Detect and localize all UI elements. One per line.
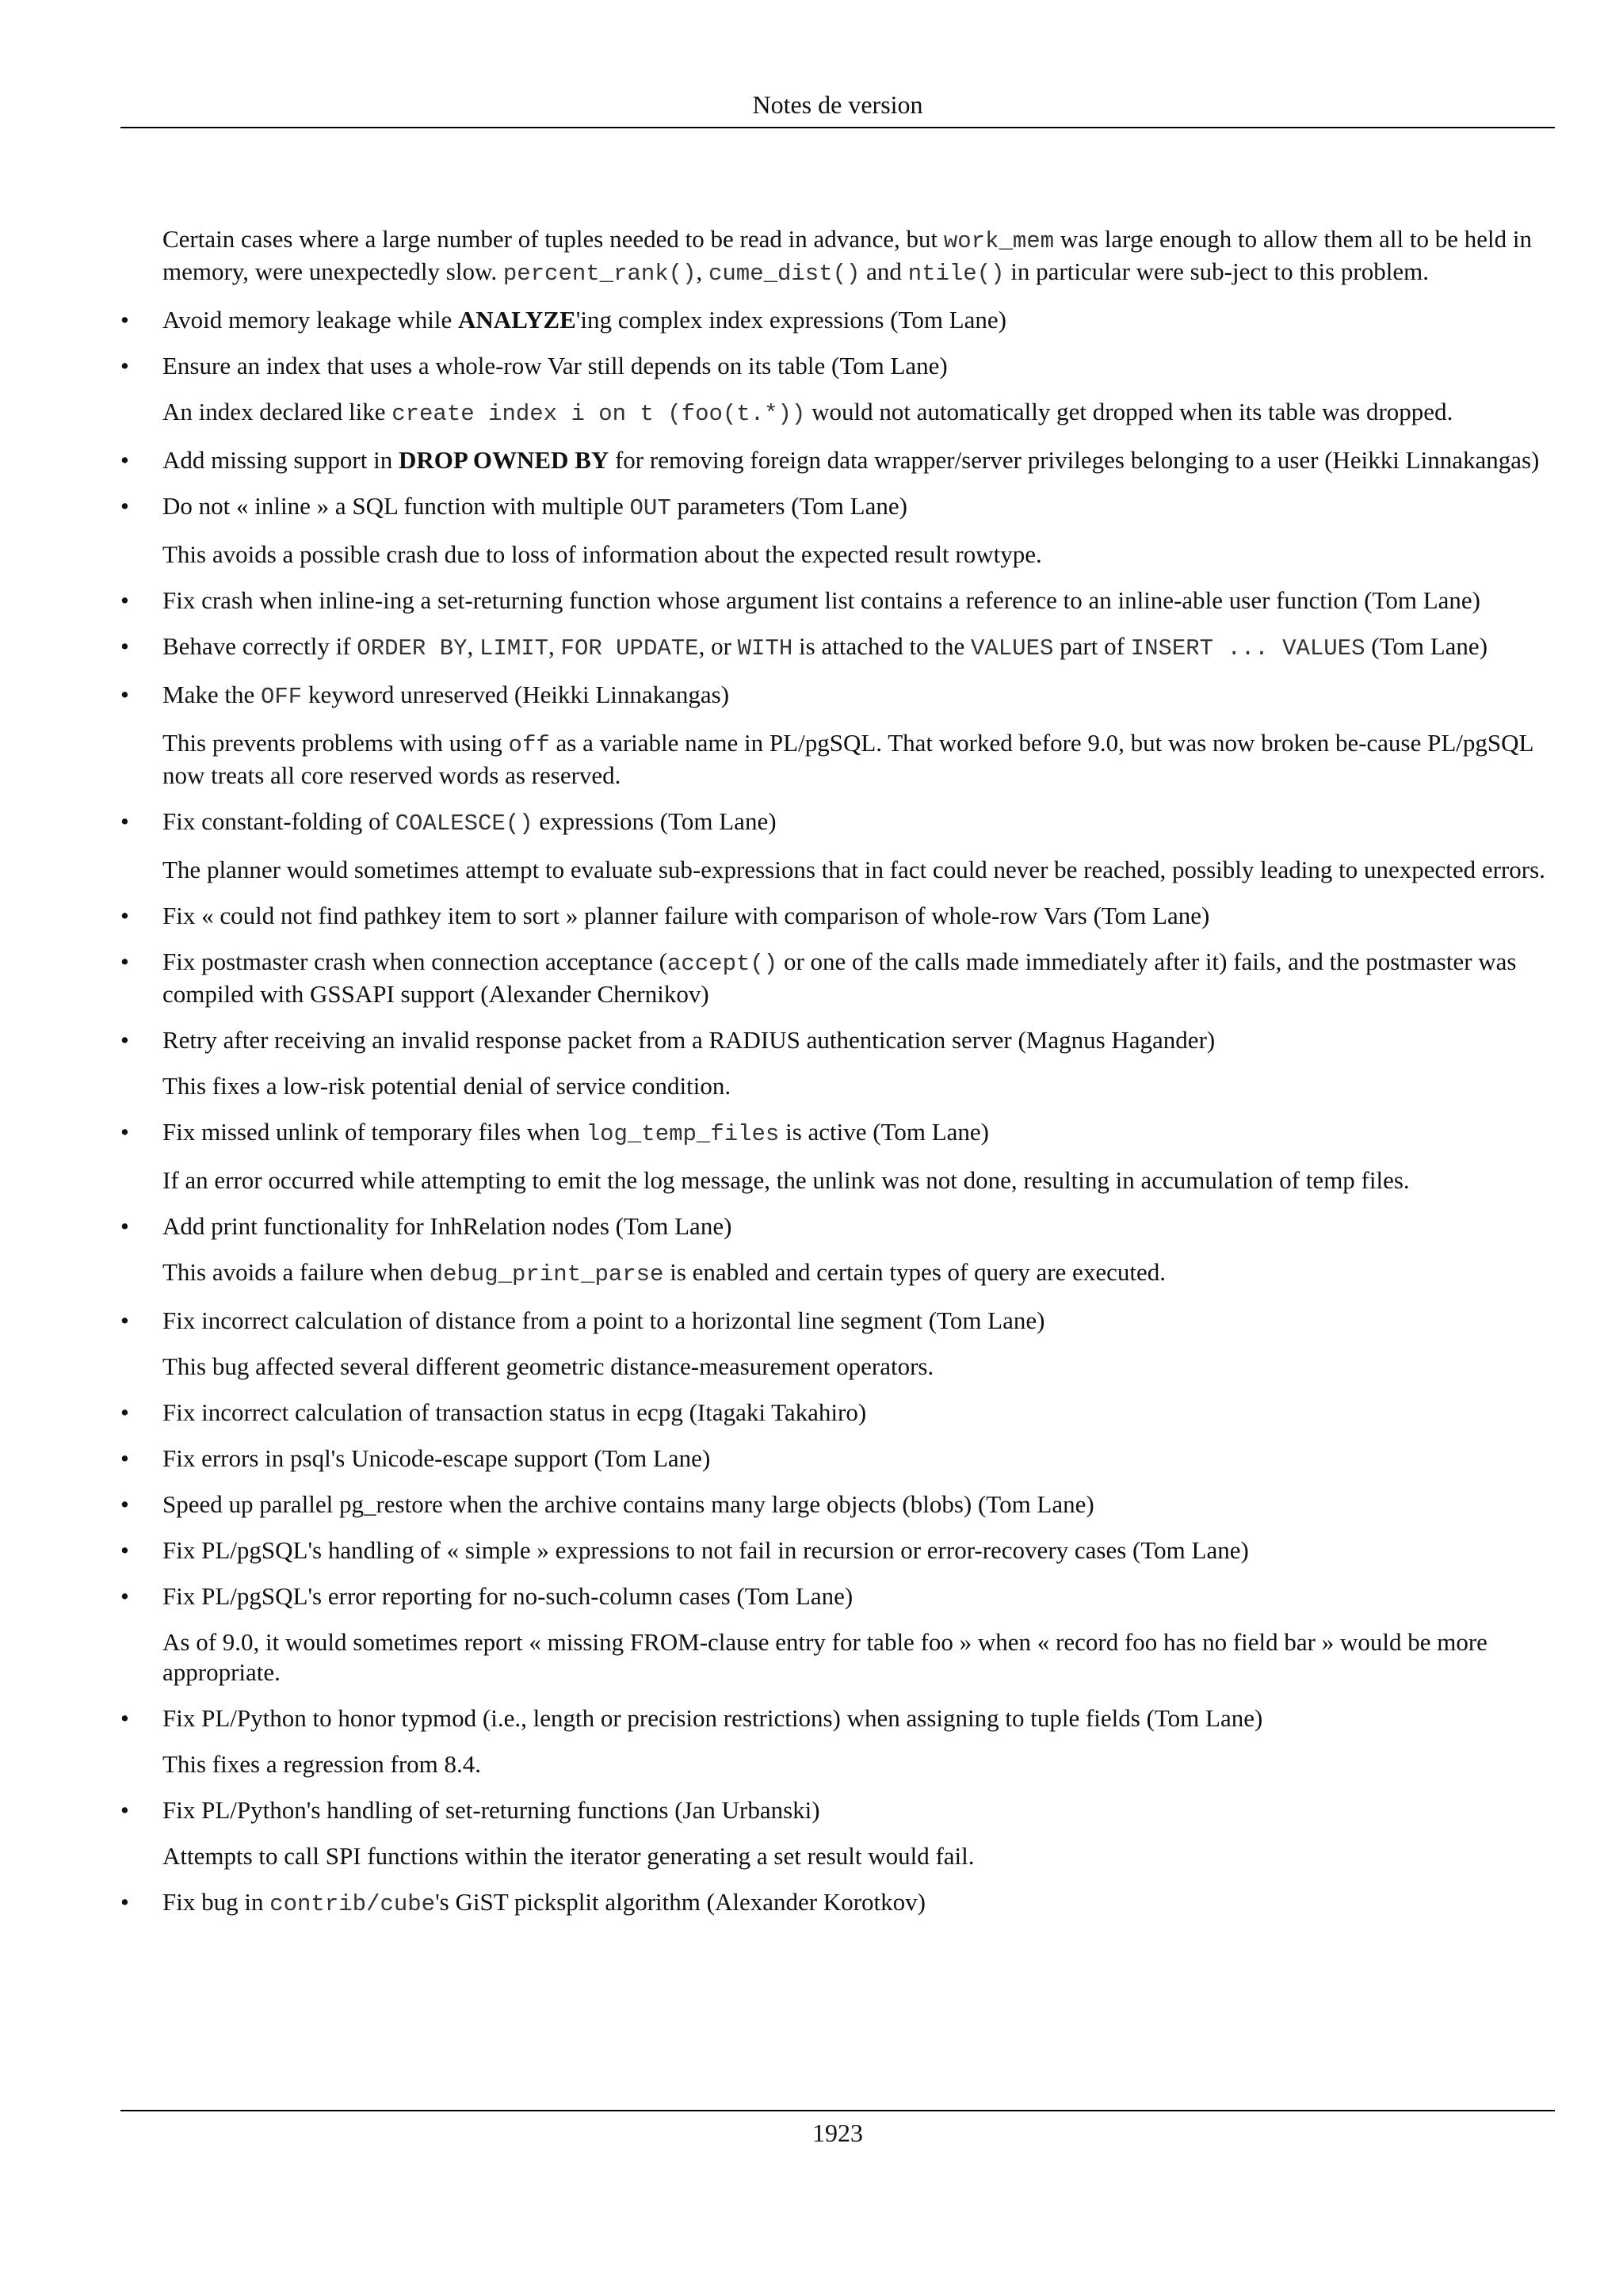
bullet-item <box>120 1025 1555 1055</box>
code-literal: WITH <box>737 635 793 662</box>
bullet-item <box>120 1581 1555 1611</box>
code-literal: percent_rank() <box>502 261 697 287</box>
bullet-item <box>120 1117 1555 1150</box>
text-run: This avoids a failure when <box>162 1258 430 1286</box>
text-run: 'ing complex index expressions (Tom Lane) <box>575 306 1006 334</box>
bold-command: DROP OWNED BY <box>398 446 609 474</box>
bullet-icon: • <box>120 1026 129 1054</box>
description-paragraph <box>162 224 1555 289</box>
description-paragraph <box>162 1841 1555 1871</box>
text-run: , or <box>698 632 738 660</box>
text-run: Fix incorrect calculation of transaction status in ecpg (Itagaki Takahiro) <box>162 1398 867 1426</box>
text-run: Fix constant-folding of <box>162 807 395 835</box>
text-run: Ensure an index that uses a whole-row Var still depends on its table (Tom Lane) <box>162 352 948 379</box>
code-literal: ntile() <box>907 261 1005 287</box>
text-run: Fix postmaster crash when connection acceptance ( <box>162 948 667 975</box>
bullet-item <box>120 1795 1555 1825</box>
bullet-item <box>120 585 1555 616</box>
bullet-icon: • <box>120 1490 129 1518</box>
text-run: , <box>467 632 480 660</box>
text-run: and <box>860 257 908 285</box>
text-run: as a variable name in PL/pgSQL. That worked before 9.0, but was now broken be-cause PL/pgSQL now treats all core reserved words as reserved. <box>162 729 1533 789</box>
text-run: for removing foreign data wrapper/server privileges belonging to a user (Heikki Linnakangas) <box>609 446 1540 474</box>
description-paragraph <box>162 728 1555 791</box>
bullet-icon: • <box>120 1536 129 1564</box>
footer-rule <box>120 2110 1555 2111</box>
text-run: expressions (Tom Lane) <box>533 807 777 835</box>
code-literal: OUT <box>629 495 671 521</box>
bullet-icon: • <box>120 1704 129 1732</box>
text-run: Attempts to call SPI functions within the iterator generating a set result would fail. <box>162 1842 975 1870</box>
code-literal: COALESCE() <box>395 810 533 837</box>
text-run: Make the <box>162 681 261 708</box>
code-literal: VALUES <box>970 635 1054 662</box>
description-paragraph <box>162 1071 1555 1101</box>
text-run: Fix PL/pgSQL's error reporting for no-such-column cases (Tom Lane) <box>162 1582 854 1610</box>
bullet-icon: • <box>120 632 129 660</box>
bullet-icon: • <box>120 306 129 334</box>
text-run: Retry after receiving an invalid response packet from a RADIUS authentication server (Magnus Hagander) <box>162 1026 1216 1054</box>
text-run: keyword unreserved (Heikki Linnakangas) <box>302 681 730 708</box>
code-literal: ORDER BY <box>357 635 468 662</box>
text-run: 's GiST picksplit algorithm (Alexander Korotkov) <box>435 1888 926 1916</box>
bullet-icon: • <box>120 807 129 835</box>
text-run: An index declared like <box>162 398 392 425</box>
bullet-item <box>120 1444 1555 1474</box>
text-run: (Tom Lane) <box>1365 632 1488 660</box>
text-run: parameters (Tom Lane) <box>670 492 907 520</box>
bullet-item <box>120 680 1555 712</box>
text-run: would not automatically get dropped when its table was dropped. <box>805 398 1453 425</box>
code-literal: debug_print_parse <box>429 1261 664 1287</box>
text-run: Avoid memory leakage while <box>162 306 459 334</box>
bullet-item <box>120 947 1555 1009</box>
text-run: As of 9.0, it would sometimes report « missing FROM-clause entry for table foo » when « record foo has no field bar » would be more appropriate. <box>162 1628 1487 1686</box>
description-paragraph <box>162 540 1555 570</box>
bullet-item <box>120 351 1555 381</box>
description-paragraph <box>162 1749 1555 1779</box>
bullet-icon: • <box>120 1398 129 1426</box>
description-paragraph <box>162 1257 1555 1290</box>
release-notes-body <box>120 224 1555 1936</box>
text-run: Fix errors in psql's Unicode-escape support (Tom Lane) <box>162 1444 711 1472</box>
code-literal: off <box>508 732 550 758</box>
bullet-icon: • <box>120 446 129 474</box>
bullet-icon: • <box>120 1582 129 1610</box>
code-literal: LIMIT <box>479 635 549 662</box>
code-literal: create index i on t (foo(t.*)) <box>391 401 806 427</box>
code-literal: accept() <box>666 951 778 977</box>
bullet-item <box>120 1306 1555 1336</box>
bullet-icon: • <box>120 352 129 379</box>
code-literal: INSERT ... VALUES <box>1130 635 1365 662</box>
text-run: The planner would sometimes attempt to evaluate sub-expressions that in fact could never be reached, possibly leading to unexpected errors. <box>162 856 1545 883</box>
text-run: This fixes a low-risk potential denial of service condition. <box>162 1072 731 1100</box>
text-run: Fix crash when inline-ing a set-returning function whose argument list contains a reference to an inline-able user function (Tom Lane) <box>162 586 1480 614</box>
bullet-item <box>120 1535 1555 1566</box>
text-run: part of <box>1053 632 1131 660</box>
bullet-item <box>120 1398 1555 1428</box>
bullet-icon: • <box>120 1796 129 1824</box>
bullet-icon: • <box>120 902 129 929</box>
bullet-icon: • <box>120 1888 129 1916</box>
bullet-item <box>120 1211 1555 1241</box>
bullet-item <box>120 305 1555 335</box>
bold-command: ANALYZE <box>458 306 576 334</box>
bullet-item <box>120 901 1555 931</box>
bullet-icon: • <box>120 948 129 975</box>
bullet-item <box>120 807 1555 839</box>
text-run: Fix missed unlink of temporary files when <box>162 1118 586 1146</box>
text-run: Certain cases where a large number of tuples needed to be read in advance, but <box>162 225 944 253</box>
description-paragraph <box>162 1352 1555 1382</box>
bullet-icon: • <box>120 492 129 520</box>
text-run: Do not « inline » a SQL function with multiple <box>162 492 630 520</box>
text-run: Add print functionality for InhRelation nodes (Tom Lane) <box>162 1212 732 1240</box>
bullet-icon: • <box>120 586 129 614</box>
text-run: This fixes a regression from 8.4. <box>162 1750 482 1778</box>
text-run: Add missing support in <box>162 446 399 474</box>
text-run: in particular were sub-ject to this problem. <box>1004 257 1429 285</box>
code-literal: contrib/cube <box>269 1891 436 1917</box>
bullet-icon: • <box>120 681 129 708</box>
bullet-item <box>120 1887 1555 1920</box>
text-run: Fix PL/pgSQL's handling of « simple » expressions to not fail in recursion or error-recovery cases (Tom Lane) <box>162 1536 1249 1564</box>
text-run: This bug affected several different geometric distance-measurement operators. <box>162 1352 934 1380</box>
text-run: Fix incorrect calculation of distance from a point to a horizontal line segment (Tom Lane) <box>162 1306 1045 1334</box>
text-run: This prevents problems with using <box>162 729 509 757</box>
text-run: was large enough to allow them all to be held in memory, were unexpectedly slow. <box>162 225 1533 285</box>
bullet-icon: • <box>120 1306 129 1334</box>
code-literal: FOR UPDATE <box>560 635 699 662</box>
text-run: If an error occurred while attempting to emit the log message, the unlink was not done, resulting in accumulation of temp files. <box>162 1166 1410 1194</box>
description-paragraph <box>162 1165 1555 1196</box>
text-run: Fix bug in <box>162 1888 270 1916</box>
description-paragraph <box>162 855 1555 885</box>
bullet-item <box>120 1703 1555 1733</box>
text-run: Fix « could not find pathkey item to sort » planner failure with comparison of whole-row Vars (Tom Lane) <box>162 902 1210 929</box>
bullet-item <box>120 1489 1555 1520</box>
text-run: , <box>548 632 561 660</box>
header-rule <box>120 127 1555 128</box>
description-paragraph <box>162 397 1555 429</box>
page-header: Notes de version <box>752 90 923 119</box>
bullet-icon: • <box>120 1444 129 1472</box>
bullet-icon: • <box>120 1118 129 1146</box>
text-run: is attached to the <box>792 632 971 660</box>
code-literal: OFF <box>260 684 303 710</box>
text-run: Speed up parallel pg_restore when the archive contains many large objects (blobs) (Tom Lane) <box>162 1490 1094 1518</box>
bullet-icon: • <box>120 1212 129 1240</box>
code-literal: log_temp_files <box>586 1121 780 1147</box>
bullet-item <box>120 491 1555 524</box>
page-number: 1923 <box>812 2119 863 2147</box>
text-run: is active (Tom Lane) <box>779 1118 989 1146</box>
code-literal: work_mem <box>943 228 1055 254</box>
text-run: This avoids a possible crash due to loss of information about the expected result rowtype. <box>162 540 1042 568</box>
text-run: or one of the calls made immediately after it) fails, and the postmaster was compiled with GSSAPI support (Alexander Chernikov) <box>162 948 1517 1008</box>
bullet-item <box>120 445 1555 475</box>
description-paragraph <box>162 1627 1555 1688</box>
bullet-item <box>120 631 1555 664</box>
text-run: Behave correctly if <box>162 632 357 660</box>
text-run: Fix PL/Python to honor typmod (i.e., length or precision restrictions) when assigning to tuple fields (Tom Lane) <box>162 1704 1263 1732</box>
code-literal: cume_dist() <box>708 261 861 287</box>
text-run: is enabled and certain types of query are executed. <box>663 1258 1166 1286</box>
text-run: Fix PL/Python's handling of set-returning functions (Jan Urbanski) <box>162 1796 820 1824</box>
text-run: , <box>696 257 708 285</box>
